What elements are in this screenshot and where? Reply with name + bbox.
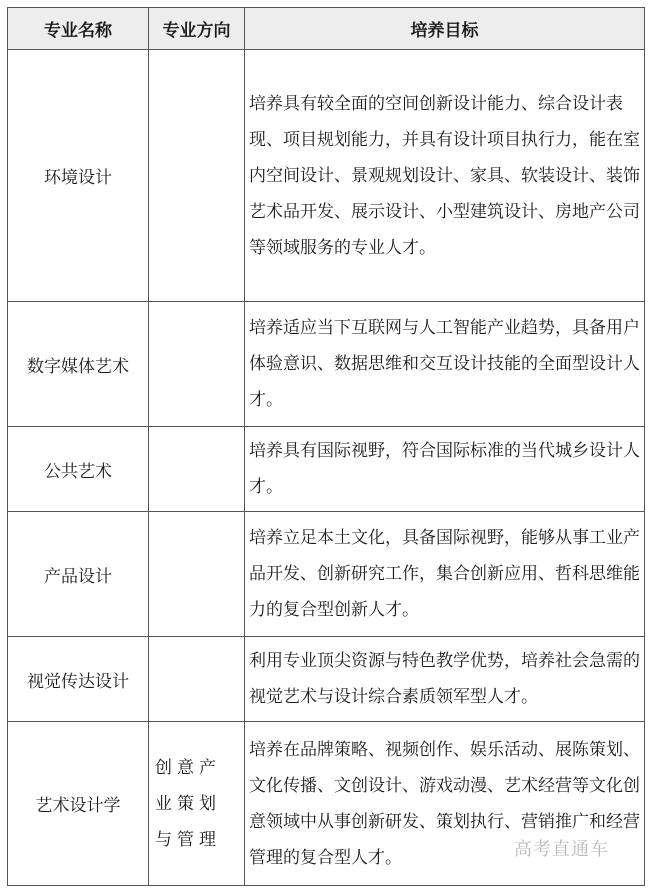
training-goal-cell: 培养立足本土文化，具备国际视野，能够从事工业产品开发、创新研究工作，集合创新应用、哲科思维能力的复合型创新人才。 <box>245 512 645 637</box>
training-goal-cell: 利用专业顶尖资源与特色教学优势，培养社会急需的视觉艺术与设计综合素质领军型人才。 <box>245 637 645 722</box>
major-direction-cell: 创意产业策划与管理 <box>149 722 245 886</box>
major-name-cell: 艺术设计学 <box>8 722 149 886</box>
header-major-name: 专业名称 <box>8 8 149 50</box>
header-major-direction: 专业方向 <box>149 8 245 50</box>
major-name-cell: 数字媒体艺术 <box>8 302 149 427</box>
table-row <box>8 50 645 302</box>
training-goal-cell: 培养具有较全面的空间创新设计能力、综合设计表现、项目规划能力，并具有设计项目执行力，能在室内空间设计、景观规划设计、家具、软装设计、装饰艺术品开发、展示设计、小型建筑设计、房地产公司等领域服务的专业人才。 <box>245 50 645 302</box>
major-name-cell: 环境设计 <box>8 50 149 302</box>
watermark-text: 高考直通车 <box>514 839 609 860</box>
major-direction-cell <box>149 512 245 637</box>
table-row <box>8 637 645 722</box>
major-name-cell: 公共艺术 <box>8 427 149 512</box>
major-direction-cell <box>149 637 245 722</box>
major-name-cell: 产品设计 <box>8 512 149 637</box>
header-training-goal: 培养目标 <box>245 8 645 50</box>
table-row <box>8 512 645 637</box>
major-direction-cell <box>149 50 245 302</box>
training-goal-cell: 培养适应当下互联网与人工智能产业趋势，具备用户体验意识、数据思维和交互设计技能的全面型设计人才。 <box>245 302 645 427</box>
training-goal-cell: 培养在品牌策略、视频创作、娱乐活动、展陈策划、文化传播、文创设计、游戏动漫、艺术经营等文化创意领域中从事创新研发、策划执行、营销推广和经营管理的复合型人才。 <box>245 722 645 886</box>
major-direction-cell <box>149 427 245 512</box>
major-direction-cell <box>149 302 245 427</box>
major-table <box>7 7 645 886</box>
table-row <box>8 302 645 427</box>
table-row <box>8 427 645 512</box>
major-name-cell: 视觉传达设计 <box>8 637 149 722</box>
header-row <box>8 8 645 50</box>
training-goal-cell: 培养具有国际视野，符合国际标准的当代城乡设计人才。 <box>245 427 645 512</box>
